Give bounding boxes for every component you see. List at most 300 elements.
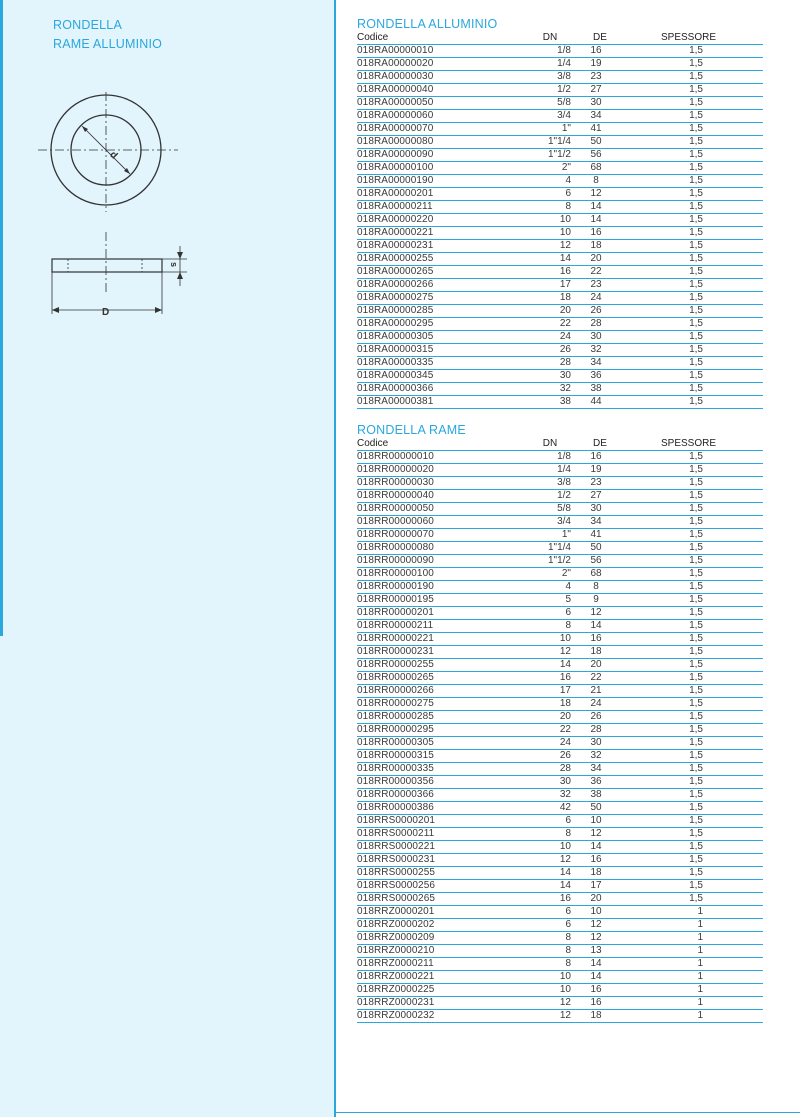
cell-de: 8	[593, 581, 599, 592]
cell-spessore: 1,5	[689, 594, 703, 605]
cell-dn: 3/8	[557, 477, 571, 488]
cell-spessore: 1,5	[689, 867, 703, 878]
cell-de: 32	[590, 344, 602, 355]
cell-dn: 3/4	[557, 516, 571, 527]
cell-de: 38	[590, 789, 602, 800]
cell-code: 018RA00000201	[357, 188, 434, 199]
cell-dn: 28	[559, 763, 571, 774]
cell-spessore: 1,5	[689, 555, 703, 566]
cell-dn: 32	[559, 789, 571, 800]
cell-code: 018RR00000211	[357, 620, 434, 631]
cell-de: 30	[590, 503, 602, 514]
product-tables	[357, 16, 763, 1023]
table-row	[357, 685, 763, 698]
table-row	[357, 490, 763, 503]
cell-code: 018RR00000010	[357, 451, 434, 462]
cell-dn: 17	[559, 279, 571, 290]
cell-spessore: 1,5	[689, 240, 703, 251]
table-row	[357, 815, 763, 828]
cell-spessore: 1,5	[689, 97, 703, 108]
cell-de: 34	[590, 516, 602, 527]
cell-de: 12	[590, 932, 602, 943]
cell-dn: 4	[565, 175, 571, 186]
cell-dn: 5	[565, 594, 571, 605]
cell-spessore: 1,5	[689, 503, 703, 514]
cell-code: 018RA00000220	[357, 214, 434, 225]
cell-dn: 18	[559, 292, 571, 303]
cell-code: 018RA00000255	[357, 253, 434, 264]
cell-dn: 1"1/4	[547, 136, 571, 147]
cell-code: 018RRZ0000221	[357, 971, 435, 982]
cell-dn: 5/8	[557, 97, 571, 108]
inner-diameter-label: d	[107, 149, 120, 162]
cell-de: 18	[590, 1010, 602, 1021]
cell-dn: 6	[565, 906, 571, 917]
cell-dn: 8	[565, 620, 571, 631]
table-row	[357, 331, 763, 344]
cell-code: 018RRS0000221	[357, 841, 436, 852]
cell-spessore: 1,5	[689, 162, 703, 173]
cell-dn: 2"	[561, 568, 571, 579]
table-row	[357, 318, 763, 331]
cell-code: 018RR00000275	[357, 698, 434, 709]
cell-code: 018RR00000070	[357, 529, 434, 540]
cell-spessore: 1,5	[689, 149, 703, 160]
cell-de: 68	[590, 568, 602, 579]
table-row	[357, 45, 763, 58]
cell-code: 018RA00000366	[357, 383, 434, 394]
cell-code: 018RR00000080	[357, 542, 434, 553]
table-row	[357, 396, 763, 409]
outer-diameter-label: D	[102, 307, 110, 318]
table-row	[357, 607, 763, 620]
cell-dn: 1/4	[557, 58, 571, 69]
col-sp-header: SPESSORE	[661, 438, 717, 449]
cell-spessore: 1,5	[689, 305, 703, 316]
cell-de: 34	[590, 110, 602, 121]
cell-code: 018RA00000381	[357, 396, 434, 407]
cell-code: 018RA00000266	[357, 279, 434, 290]
cell-code: 018RA00000070	[357, 123, 434, 134]
table-row	[357, 110, 763, 123]
table-row	[357, 175, 763, 188]
cell-dn: 10	[559, 841, 571, 852]
cell-dn: 10	[559, 971, 571, 982]
cell-spessore: 1,5	[689, 175, 703, 186]
cell-dn: 8	[565, 945, 571, 956]
cell-spessore: 1,5	[689, 357, 703, 368]
cell-de: 26	[590, 305, 602, 316]
cell-code: 018RRZ0000201	[357, 906, 435, 917]
table-row	[357, 357, 763, 370]
cell-de: 16	[590, 997, 602, 1008]
cell-code: 018RA00000231	[357, 240, 434, 251]
cell-dn: 1/2	[557, 490, 571, 501]
table-row	[357, 305, 763, 318]
cell-spessore: 1,5	[689, 724, 703, 735]
cell-spessore: 1	[697, 984, 703, 995]
table-row	[357, 763, 763, 776]
col-de-header: DE	[593, 32, 607, 43]
cell-dn: 8	[565, 201, 571, 212]
cell-dn: 12	[559, 997, 571, 1008]
col-sp-header: SPESSORE	[661, 32, 717, 43]
table-row	[357, 867, 763, 880]
cell-spessore: 1,5	[689, 568, 703, 579]
cell-de: 10	[590, 906, 602, 917]
cell-code: 018RA00000010	[357, 45, 434, 56]
cell-de: 16	[590, 854, 602, 865]
cell-de: 17	[590, 880, 602, 891]
cell-code: 018RR00000195	[357, 594, 434, 605]
cell-code: 018RR00000050	[357, 503, 434, 514]
cell-de: 14	[590, 841, 602, 852]
cell-spessore: 1,5	[689, 227, 703, 238]
table-row	[357, 344, 763, 357]
cell-de: 20	[590, 659, 602, 670]
cell-de: 14	[590, 620, 602, 631]
cell-spessore: 1,5	[689, 776, 703, 787]
cell-code: 018RA00000315	[357, 344, 434, 355]
cell-spessore: 1,5	[689, 841, 703, 852]
cell-dn: 1"1/2	[547, 149, 571, 160]
cell-code: 018RA00000335	[357, 357, 434, 368]
cell-dn: 6	[565, 815, 571, 826]
cell-code: 018RRS0000255	[357, 867, 436, 878]
table-row	[357, 997, 763, 1010]
cell-de: 30	[590, 737, 602, 748]
cell-code: 018RR00000221	[357, 633, 434, 644]
table-row	[357, 529, 763, 542]
cell-code: 018RA00000050	[357, 97, 434, 108]
cell-spessore: 1,5	[689, 672, 703, 683]
cell-code: 018RRZ0000232	[357, 1010, 435, 1021]
table-row	[357, 646, 763, 659]
cell-dn: 8	[565, 932, 571, 943]
accent-strip	[0, 0, 3, 636]
table-row	[357, 724, 763, 737]
cell-code: 018RRS0000265	[357, 893, 436, 904]
cell-de: 30	[590, 97, 602, 108]
cell-dn: 1"1/4	[547, 542, 571, 553]
cell-dn: 1/4	[557, 464, 571, 475]
cell-de: 68	[590, 162, 602, 173]
table-row	[357, 802, 763, 815]
cell-spessore: 1,5	[689, 815, 703, 826]
cell-dn: 10	[559, 227, 571, 238]
table-row	[357, 893, 763, 906]
cell-code: 018RA00000305	[357, 331, 434, 342]
cell-dn: 17	[559, 685, 571, 696]
cell-de: 38	[590, 383, 602, 394]
table-row	[357, 581, 763, 594]
table-row	[357, 828, 763, 841]
cell-spessore: 1,5	[689, 542, 703, 553]
cell-de: 50	[590, 136, 602, 147]
cell-de: 56	[590, 555, 602, 566]
section-title: RONDELLA ALLUMINIO	[357, 17, 498, 31]
cell-dn: 5/8	[557, 503, 571, 514]
bottom-rule	[336, 1112, 800, 1113]
cell-spessore: 1,5	[689, 646, 703, 657]
thickness-label: s	[169, 262, 179, 268]
cell-de: 12	[590, 919, 602, 930]
table-row	[357, 188, 763, 201]
cell-dn: 10	[559, 633, 571, 644]
cell-spessore: 1,5	[689, 253, 703, 264]
cell-spessore: 1,5	[689, 659, 703, 670]
cell-de: 14	[590, 214, 602, 225]
cell-spessore: 1,5	[689, 214, 703, 225]
cell-code: 018RR00000090	[357, 555, 434, 566]
cell-code: 018RA00000221	[357, 227, 434, 238]
cell-dn: 20	[559, 711, 571, 722]
cell-spessore: 1,5	[689, 711, 703, 722]
cell-de: 16	[590, 451, 602, 462]
cell-spessore: 1,5	[689, 318, 703, 329]
cell-spessore: 1	[697, 958, 703, 969]
cell-code: 018RR00000100	[357, 568, 434, 579]
cell-dn: 1"1/2	[547, 555, 571, 566]
cell-code: 018RR00000266	[357, 685, 434, 696]
cell-code: 018RA00000285	[357, 305, 434, 316]
cell-code: 018RR00000315	[357, 750, 434, 761]
table-row	[357, 253, 763, 266]
table-row	[357, 227, 763, 240]
cell-spessore: 1	[697, 906, 703, 917]
cell-dn: 2"	[561, 162, 571, 173]
cell-dn: 14	[559, 253, 571, 264]
cell-spessore: 1,5	[689, 451, 703, 462]
cell-code: 018RR00000366	[357, 789, 434, 800]
cell-code: 018RRZ0000210	[357, 945, 435, 956]
cell-spessore: 1,5	[689, 789, 703, 800]
cell-dn: 32	[559, 383, 571, 394]
cell-dn: 8	[565, 958, 571, 969]
cell-code: 018RR00000020	[357, 464, 434, 475]
cell-dn: 10	[559, 214, 571, 225]
left-panel	[0, 0, 336, 1117]
cell-de: 16	[590, 633, 602, 644]
table-body	[357, 45, 763, 409]
table-row	[357, 451, 763, 464]
table-row	[357, 58, 763, 71]
cell-dn: 38	[559, 396, 571, 407]
cell-code: 018RRS0000201	[357, 815, 436, 826]
cell-de: 28	[590, 318, 602, 329]
section-title: RONDELLA RAME	[357, 423, 466, 437]
table-row	[357, 958, 763, 971]
product-title: RONDELLA	[53, 18, 122, 32]
cell-code: 018RR00000265	[357, 672, 434, 683]
cell-code: 018RR00000285	[357, 711, 434, 722]
cell-code: 018RRZ0000225	[357, 984, 435, 995]
cell-code: 018RRS0000211	[357, 828, 435, 839]
cell-de: 27	[590, 84, 602, 95]
cell-dn: 16	[559, 266, 571, 277]
cell-dn: 20	[559, 305, 571, 316]
cell-spessore: 1,5	[689, 516, 703, 527]
cell-de: 50	[590, 802, 602, 813]
cell-spessore: 1,5	[689, 370, 703, 381]
cell-code: 018RA00000040	[357, 84, 434, 95]
cell-code: 018RA00000080	[357, 136, 434, 147]
cell-spessore: 1,5	[689, 490, 703, 501]
table-row	[357, 84, 763, 97]
cell-de: 10	[590, 815, 602, 826]
cell-de: 36	[590, 776, 602, 787]
cell-dn: 26	[559, 344, 571, 355]
cell-de: 34	[590, 357, 602, 368]
cell-spessore: 1,5	[689, 292, 703, 303]
cell-de: 28	[590, 724, 602, 735]
cell-dn: 26	[559, 750, 571, 761]
cell-code: 018RRZ0000211	[357, 958, 434, 969]
table-body	[357, 451, 763, 1023]
table-row	[357, 789, 763, 802]
table-row	[357, 594, 763, 607]
cell-code: 018RA00000190	[357, 175, 434, 186]
table-row	[357, 672, 763, 685]
cell-code: 018RR00000060	[357, 516, 434, 527]
table-header	[357, 32, 763, 45]
cell-de: 22	[590, 672, 602, 683]
cell-dn: 12	[559, 240, 571, 251]
table-row	[357, 136, 763, 149]
cell-spessore: 1	[697, 1010, 703, 1021]
table-row	[357, 555, 763, 568]
cell-de: 16	[590, 45, 602, 56]
cell-spessore: 1	[697, 932, 703, 943]
table-row	[357, 1010, 763, 1023]
table-row	[357, 568, 763, 581]
cell-dn: 6	[565, 188, 571, 199]
section-copper	[357, 422, 763, 1023]
cell-code: 018RA00000030	[357, 71, 434, 82]
cell-code: 018RR00000386	[357, 802, 434, 813]
cell-spessore: 1,5	[689, 84, 703, 95]
cell-de: 9	[593, 594, 599, 605]
cell-de: 23	[590, 477, 602, 488]
table-row	[357, 97, 763, 110]
cell-code: 018RRZ0000231	[357, 997, 435, 1008]
cell-spessore: 1,5	[689, 854, 703, 865]
table-row	[357, 620, 763, 633]
cell-de: 34	[590, 763, 602, 774]
cell-spessore: 1	[697, 971, 703, 982]
cell-de: 22	[590, 266, 602, 277]
cell-dn: 24	[559, 737, 571, 748]
cell-de: 26	[590, 711, 602, 722]
cell-code: 018RRZ0000202	[357, 919, 435, 930]
cell-dn: 16	[559, 893, 571, 904]
cell-code: 018RA00000090	[357, 149, 434, 160]
cell-code: 018RRZ0000209	[357, 932, 435, 943]
cell-spessore: 1,5	[689, 71, 703, 82]
cell-code: 018RA00000060	[357, 110, 434, 121]
cell-de: 16	[590, 227, 602, 238]
cell-code: 018RA00000211	[357, 201, 433, 212]
table-row	[357, 292, 763, 305]
cell-dn: 16	[559, 672, 571, 683]
cell-spessore: 1,5	[689, 331, 703, 342]
cell-de: 14	[590, 971, 602, 982]
table-row	[357, 477, 763, 490]
cell-de: 12	[590, 828, 602, 839]
table-row	[357, 932, 763, 945]
cell-de: 23	[590, 71, 602, 82]
cell-dn: 24	[559, 331, 571, 342]
cell-code: 018RRS0000256	[357, 880, 436, 891]
cell-spessore: 1,5	[689, 763, 703, 774]
cell-spessore: 1,5	[689, 828, 703, 839]
cell-dn: 1"	[561, 529, 571, 540]
cell-spessore: 1,5	[689, 880, 703, 891]
cell-spessore: 1,5	[689, 477, 703, 488]
table-row	[357, 162, 763, 175]
table-row	[357, 919, 763, 932]
cell-de: 20	[590, 253, 602, 264]
table-row	[357, 383, 763, 396]
cell-dn: 18	[559, 698, 571, 709]
cell-dn: 10	[559, 984, 571, 995]
cell-dn: 12	[559, 646, 571, 657]
cell-spessore: 1,5	[689, 685, 703, 696]
cell-code: 018RA00000345	[357, 370, 434, 381]
cell-spessore: 1,5	[689, 529, 703, 540]
table-row	[357, 516, 763, 529]
table-row	[357, 71, 763, 84]
cell-de: 56	[590, 149, 602, 160]
cell-de: 8	[593, 175, 599, 186]
cell-dn: 30	[559, 776, 571, 787]
cell-spessore: 1,5	[689, 201, 703, 212]
cell-code: 018RRS0000231	[357, 854, 436, 865]
cell-code: 018RR00000030	[357, 477, 434, 488]
cell-code: 018RR00000305	[357, 737, 434, 748]
cell-code: 018RA00000100	[357, 162, 434, 173]
cell-spessore: 1,5	[689, 123, 703, 134]
product-subtitle: RAME ALLUMINIO	[53, 37, 163, 51]
cell-de: 19	[590, 464, 602, 475]
cell-dn: 30	[559, 370, 571, 381]
table-row	[357, 542, 763, 555]
cell-spessore: 1,5	[689, 893, 703, 904]
cell-de: 12	[590, 188, 602, 199]
cell-de: 41	[590, 529, 602, 540]
cell-de: 12	[590, 607, 602, 618]
table-row	[357, 240, 763, 253]
col-de-header: DE	[593, 438, 607, 449]
cell-de: 16	[590, 984, 602, 995]
table-row	[357, 854, 763, 867]
cell-dn: 1/2	[557, 84, 571, 95]
cell-code: 018RR00000231	[357, 646, 434, 657]
cell-spessore: 1,5	[689, 607, 703, 618]
cell-code: 018RR00000040	[357, 490, 434, 501]
table-row	[357, 776, 763, 789]
table-row	[357, 984, 763, 997]
cell-de: 18	[590, 867, 602, 878]
cell-de: 24	[590, 698, 602, 709]
table-row	[357, 123, 763, 136]
cell-de: 23	[590, 279, 602, 290]
cell-de: 50	[590, 542, 602, 553]
table-header	[357, 438, 763, 451]
cell-dn: 22	[559, 318, 571, 329]
cell-de: 32	[590, 750, 602, 761]
cell-dn: 14	[559, 880, 571, 891]
